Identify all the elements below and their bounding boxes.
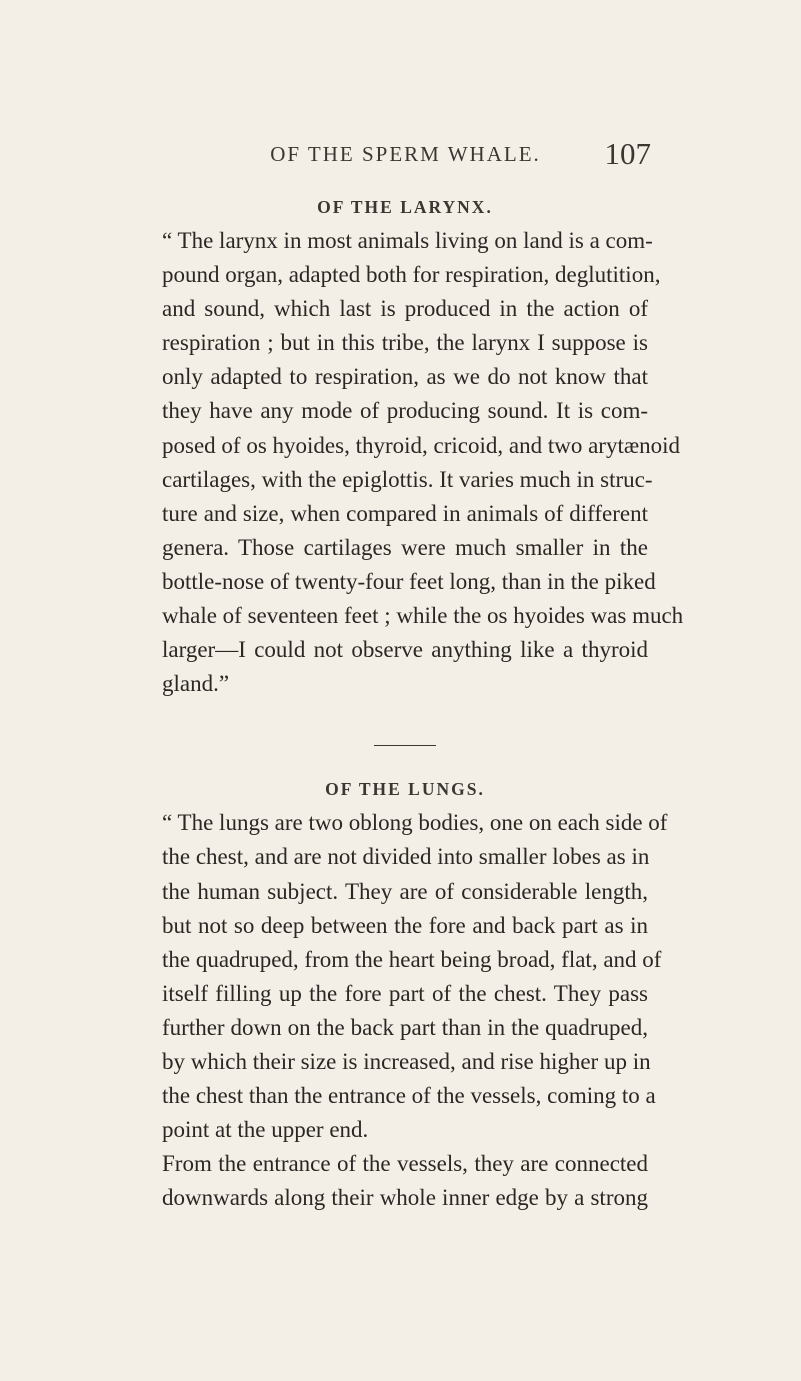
text-line: the chest, and are not divided into smaller lobes as in [162, 844, 650, 870]
text-line: pound organ, adapted both for respiration, deglutition, [162, 262, 661, 288]
text-line: and sound, which last is produced in the action of [162, 296, 648, 322]
text-line: “ The larynx in most animals living on land is a com- [162, 228, 653, 253]
text-line: gland.” [162, 671, 230, 697]
text-line: the human subject. They are of considerable length, [162, 878, 648, 904]
text-line: by which their size is increased, and rise higher up in [162, 1048, 651, 1074]
text-line: genera. Those cartilages were much smaller in the [162, 534, 648, 560]
section-divider [374, 745, 436, 746]
text-line: whale of seventeen feet ; while the os hyoides was much [162, 603, 684, 629]
text-line: From the entrance of the vessels, they are connected [162, 1151, 648, 1177]
text-column [162, 190, 684, 1215]
text-line: point at the upper end. [162, 1117, 369, 1143]
text-line: posed of os hyoides, thyroid, cricoid, and two arytænoid [162, 432, 681, 458]
text-line: itself filling up the fore part of the chest. They pass [162, 980, 648, 1006]
text-line: larger—I could not observe anything like a thyroid [162, 637, 648, 663]
text-line: the chest than the entrance of the vessels, coming to a [162, 1083, 656, 1109]
text-line: but not so deep between the fore and back part as in [162, 912, 648, 938]
text-line: bottle-nose of twenty-four feet long, than in the piked [162, 568, 656, 594]
text-line: downwards along their whole inner edge by a strong [162, 1185, 648, 1211]
section-heading-larynx: OF THE LARYNX. [317, 197, 493, 217]
text-line: the quadruped, from the heart being broad, flat, and of [162, 946, 662, 972]
text-line: “ The lungs are two oblong bodies, one on each side of [162, 810, 668, 836]
section-heading-lungs: OF THE LUNGS. [325, 779, 485, 800]
text-line: respiration ; but in this tribe, the larynx I suppose is [162, 330, 648, 356]
text-line: they have any mode of producing sound. It is com- [162, 398, 648, 424]
text-line: cartilages, with the epiglottis. It varies much in struc- [162, 466, 653, 492]
text-line: ture and size, when compared in animals of different [162, 500, 648, 526]
page-number: 107 [604, 136, 651, 171]
paragraph-lungs [162, 806, 668, 1215]
running-head [0, 138, 801, 174]
paragraph-larynx [162, 224, 684, 701]
running-title: OF THE SPERM WHALE. [270, 142, 541, 166]
text-line: only adapted to respiration, as we do not know that [162, 364, 648, 390]
text-line: further down on the back part than in the quadruped, [162, 1014, 648, 1040]
